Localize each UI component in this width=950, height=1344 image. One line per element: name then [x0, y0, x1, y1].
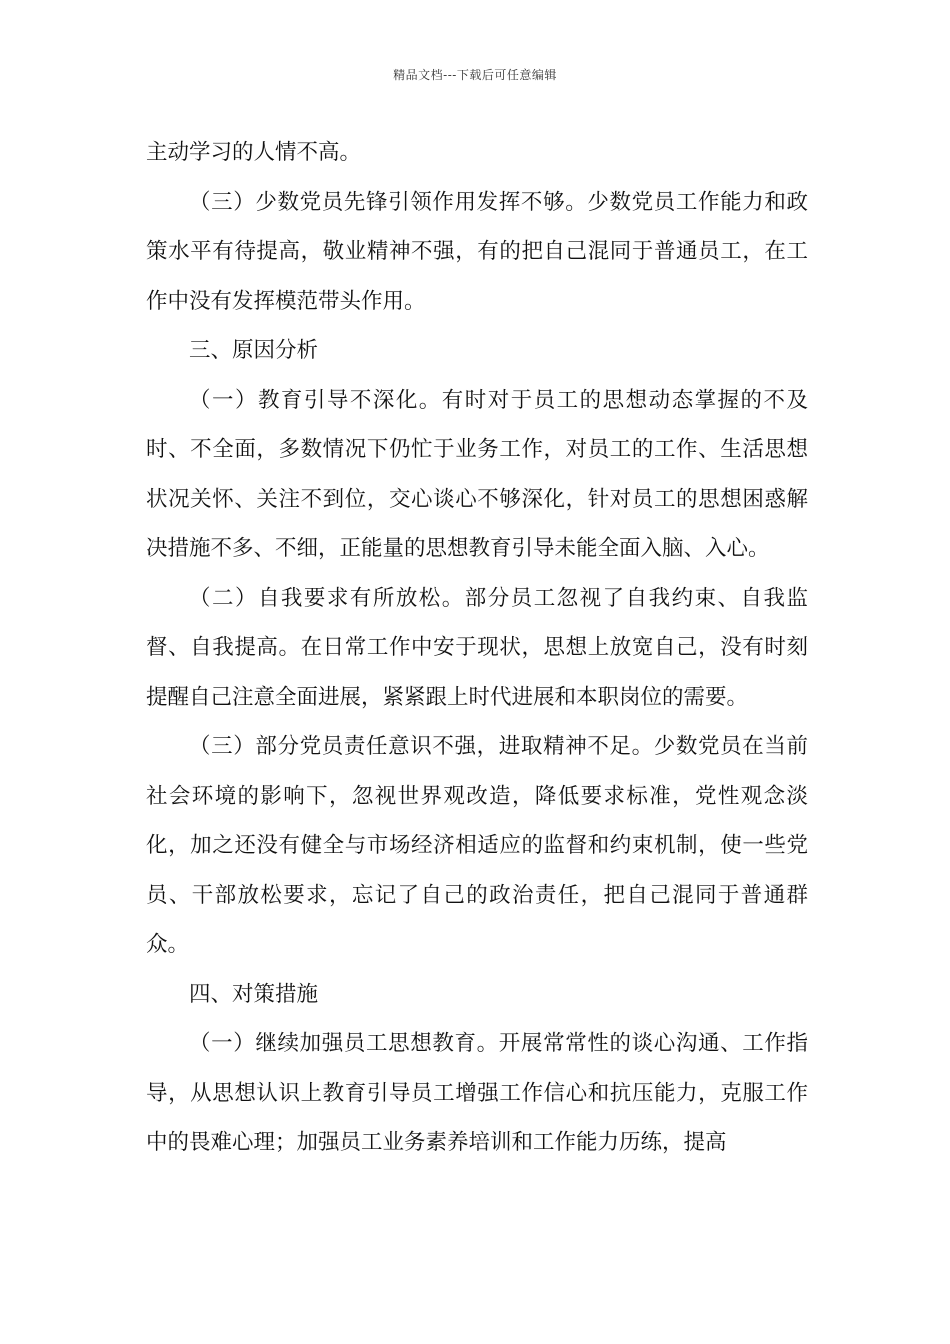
paragraph: （一）继续加强员工思想教育。开展常常性的谈心沟通、工作指导，从思想认识上教育引导员工增强工作信心和抗压能力，克服工作中的畏难心理；加强员工业务素养培训和工作能力历练，提高 [146, 1031, 808, 1155]
page-header: 精品文档---下载后可任意编辑 [393, 68, 557, 82]
section-heading: 四、对策措施 [189, 981, 319, 1007]
paragraph: 主动学习的人情不高。 [146, 140, 362, 165]
paragraph: （三）部分党员责任意识不强，进取精神不足。少数党员在当前社会环境的影响下，忽视世界观改造，降低要求标准，党性观念淡化，加之还没有健全与市场经济相适应的监督和约束机制，使一些党员、干部放松要求，忘记了自己的政治责任，把自己混同于普通群众。 [146, 734, 808, 957]
paragraph: （一）教育引导不深化。有时对于员工的思想动态掌握的不及时、不全面，多数情况下仍忙于业务工作，对员工的工作、生活思想状况关怀、关注不到位，交心谈心不够深化，针对员工的思想困惑解决措施不多、不细，正能量的思想教育引导未能全面入脑、入心。 [146, 387, 808, 561]
paragraph: （三）少数党员先锋引领作用发挥不够。少数党员工作能力和政策水平有待提高，敬业精神不强，有的把自己混同于普通员工，在工作中没有发挥模范带头作用。 [146, 189, 808, 314]
section-heading: 三、原因分析 [189, 338, 319, 363]
paragraph: （二）自我要求有所放松。部分员工忽视了自我约束、自我监督、自我提高。在日常工作中安于现状，思想上放宽自己，没有时刻提醒自己注意全面进展，紧紧跟上时代进展和本职岗位的需要。 [146, 585, 808, 710]
document-body [146, 128, 808, 1168]
